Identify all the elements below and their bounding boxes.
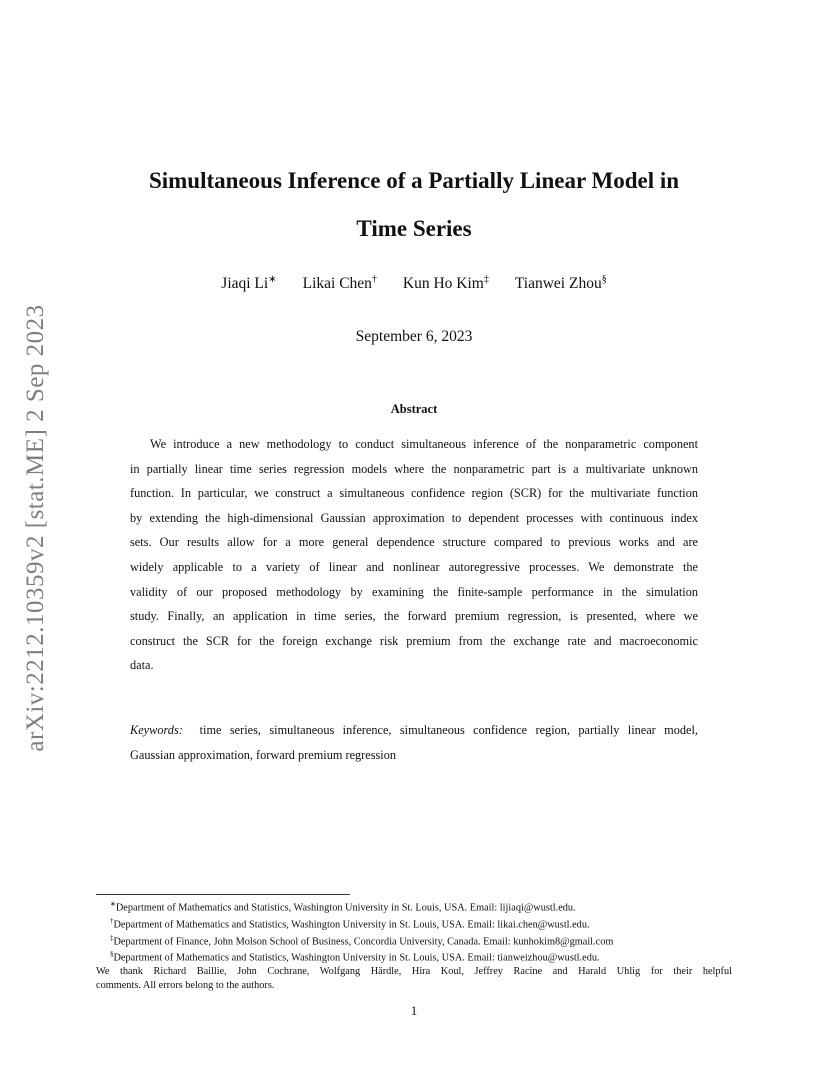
author [221,274,276,293]
author [515,274,607,293]
footnote-text: Department of Finance, John Molson School of Business, Concordia University, Canada. Email: kunhokim8@gmail.com [113,936,614,948]
footnote [96,948,732,965]
abstract-line: data. [130,658,154,673]
author [303,274,377,293]
footnote-mark: ‡ [110,933,114,942]
paper-title-line-2: Time Series [356,216,472,241]
footnote-text: Department of Mathematics and Statistics, Washington University in St. Louis, USA. Email: likai.chen@wustl.edu. [113,919,590,931]
author-name: Kun Ho Kim [402,275,484,293]
keywords-label: Keywords: [130,723,183,737]
footnote [96,898,732,915]
abstract-line: function. In particular, we construct a simultaneous confidence region (SCR) for the multivariate function [130,486,698,501]
acknowledgement-line-2: comments. All errors belong to the authors. [96,979,275,991]
footnote-text: Department of Mathematics and Statistics, Washington University in St. Louis, USA. Email: lijiaqi@wustl.edu. [115,902,576,914]
keywords-text: time series, simultaneous inference, simultaneous confidence region, partially linear model, [199,723,698,737]
author-footnote-mark: § [601,274,607,285]
author [403,274,489,293]
author-footnote-mark: † [371,274,377,285]
author-list [130,274,698,293]
abstract-line: construct the SCR for the foreign exchange risk premium from the exchange rate and macroeconomic [130,633,698,648]
author-name: Jiaqi Li [221,275,269,293]
abstract-heading: Abstract [390,402,438,416]
author-name: Likai Chen [302,275,372,293]
abstract-line: widely applicable to a variety of linear and nonlinear autoregressive processes. We demonstrate the [130,559,698,574]
footnotes [96,898,732,992]
paper-title-line-1: Simultaneous Inference of a Partially Linear Model in [148,168,680,193]
abstract-line: in partially linear time series regression models where the nonparametric part is a multivariate unknown [130,461,698,476]
abstract-line: sets. Our results allow for a more general dependence structure compared to previous works and are [130,535,698,550]
abstract-line: by extending the high-dimensional Gaussian approximation to dependent processes with continuous index [130,510,698,525]
footnote-mark: ∗ [110,900,116,908]
keywords-block [130,718,698,767]
abstract-line: validity of our proposed methodology by examining the finite-sample performance in the simulation [130,584,698,599]
footnote [96,932,732,949]
keywords-line-1 [130,718,698,743]
footnote-rule [96,894,350,895]
abstract-line: We introduce a new methodology to conduct simultaneous inference of the nonparametric component [150,437,698,451]
keywords-line-2: Gaussian approximation, forward premium regression [130,747,397,762]
abstract-line: study. Finally, an application in time series, the forward premium regression, is presented, where we [130,609,698,624]
footnote [96,915,732,932]
author-name: Tianwei Zhou [514,275,602,293]
footnote-mark: † [110,916,114,925]
footnote-text: Department of Mathematics and Statistics, Washington University in St. Louis, USA. Email: tianweizhou@wustl.edu. [113,952,600,964]
footnote-mark: § [110,950,114,959]
abstract-body [130,432,698,678]
publication-date: September 6, 2023 [355,328,473,345]
arxiv-side-stamp: arXiv:2212.10359v2 [stat.ME] 2 Sep 2023 [22,304,49,752]
page-number: 1 [410,1003,418,1018]
author-footnote-mark: ‡ [483,274,489,285]
acknowledgement-line-1: We thank Richard Baillie, John Cochrane, Wolfgang Härdle, Hira Koul, Jeffrey Racine and Harald Uhlig for their helpful [96,966,732,978]
author-footnote-mark: ∗ [268,274,277,285]
